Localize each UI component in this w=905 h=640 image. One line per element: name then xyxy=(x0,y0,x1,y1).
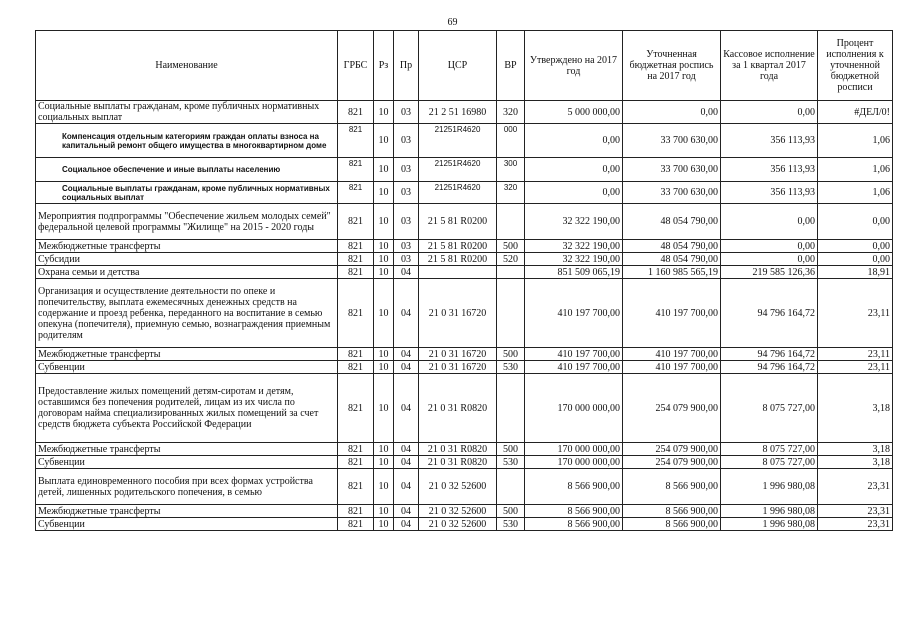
cell-cash: 356 113,93 xyxy=(721,124,818,158)
table-row xyxy=(36,361,893,374)
cell-pr: 03 xyxy=(394,182,419,204)
cell-cash: 356 113,93 xyxy=(721,158,818,182)
cell-grbs: 821 xyxy=(338,182,374,204)
cell-percent: 3,18 xyxy=(818,456,893,469)
cell-approved: 170 000 000,00 xyxy=(525,374,623,443)
cell-csr: 21 0 31 R0820 xyxy=(419,374,497,443)
cell-name: Компенсация отдельным категориям граждан оплаты взноса на капитальный ремонт общего имущества в многоквартирном доме xyxy=(36,124,338,158)
table-row xyxy=(36,158,893,182)
cell-pr: 04 xyxy=(394,518,419,531)
cell-rz: 10 xyxy=(374,469,394,505)
cell-name: Субвенции xyxy=(36,456,338,469)
cell-name: Межбюджетные трансферты xyxy=(36,443,338,456)
cell-vr xyxy=(497,266,525,279)
cell-pr: 03 xyxy=(394,253,419,266)
cell-grbs: 821 xyxy=(338,469,374,505)
cell-rz: 10 xyxy=(374,279,394,348)
cell-grbs: 821 xyxy=(338,518,374,531)
cell-csr: 21 5 81 R0200 xyxy=(419,204,497,240)
cell-grbs: 821 xyxy=(338,443,374,456)
table-row xyxy=(36,253,893,266)
cell-cash: 1 996 980,08 xyxy=(721,469,818,505)
header-percent: Процент исполнения к уточненной бюджетной росписи xyxy=(818,31,893,101)
cell-grbs: 821 xyxy=(338,505,374,518)
cell-rz: 10 xyxy=(374,443,394,456)
cell-refined: 33 700 630,00 xyxy=(623,158,721,182)
cell-csr: 21251R4620 xyxy=(419,182,497,204)
cell-csr: 21 0 32 52600 xyxy=(419,518,497,531)
table-row xyxy=(36,456,893,469)
cell-grbs: 821 xyxy=(338,279,374,348)
cell-rz: 10 xyxy=(374,240,394,253)
cell-csr: 21 0 32 52600 xyxy=(419,469,497,505)
cell-csr: 21251R4620 xyxy=(419,124,497,158)
cell-pr: 04 xyxy=(394,266,419,279)
cell-pr: 04 xyxy=(394,361,419,374)
cell-csr: 21 0 32 52600 xyxy=(419,505,497,518)
budget-execution-table xyxy=(35,30,893,531)
cell-rz: 10 xyxy=(374,266,394,279)
cell-percent: 3,18 xyxy=(818,443,893,456)
cell-approved: 170 000 000,00 xyxy=(525,443,623,456)
cell-vr: 300 xyxy=(497,158,525,182)
cell-csr xyxy=(419,266,497,279)
cell-grbs: 821 xyxy=(338,158,374,182)
cell-cash: 0,00 xyxy=(721,240,818,253)
table-row xyxy=(36,204,893,240)
cell-name: Социальное обеспечение и иные выплаты населению xyxy=(36,158,338,182)
cell-approved: 851 509 065,19 xyxy=(525,266,623,279)
cell-cash: 8 075 727,00 xyxy=(721,456,818,469)
cell-vr: 000 xyxy=(497,124,525,158)
cell-percent: 0,00 xyxy=(818,253,893,266)
cell-approved: 0,00 xyxy=(525,182,623,204)
cell-rz: 10 xyxy=(374,505,394,518)
table-row xyxy=(36,374,893,443)
cell-cash: 94 796 164,72 xyxy=(721,348,818,361)
cell-cash: 219 585 126,36 xyxy=(721,266,818,279)
header-refined: Уточненная бюджетная роспись на 2017 год xyxy=(623,31,721,101)
cell-cash: 0,00 xyxy=(721,101,818,124)
cell-vr: 530 xyxy=(497,456,525,469)
table-header-row xyxy=(36,31,893,101)
table-row xyxy=(36,518,893,531)
cell-percent: 23,31 xyxy=(818,518,893,531)
cell-name: Выплата единовременного пособия при всех формах устройства детей, лишенных родительского попечения, в семью xyxy=(36,469,338,505)
cell-name: Субвенции xyxy=(36,361,338,374)
cell-percent: #ДЕЛ/0! xyxy=(818,101,893,124)
cell-approved: 410 197 700,00 xyxy=(525,279,623,348)
cell-grbs: 821 xyxy=(338,361,374,374)
cell-refined: 254 079 900,00 xyxy=(623,456,721,469)
table-row xyxy=(36,240,893,253)
cell-vr: 520 xyxy=(497,253,525,266)
cell-grbs: 821 xyxy=(338,124,374,158)
cell-pr: 04 xyxy=(394,469,419,505)
cell-name: Социальные выплаты гражданам, кроме публичных нормативных социальных выплат xyxy=(36,101,338,124)
cell-csr: 21 2 51 16980 xyxy=(419,101,497,124)
cell-percent: 3,18 xyxy=(818,374,893,443)
cell-csr: 21 0 31 R0820 xyxy=(419,456,497,469)
cell-vr xyxy=(497,469,525,505)
cell-csr: 21 0 31 16720 xyxy=(419,279,497,348)
table-row xyxy=(36,101,893,124)
cell-refined: 410 197 700,00 xyxy=(623,279,721,348)
table-row xyxy=(36,505,893,518)
cell-refined: 48 054 790,00 xyxy=(623,204,721,240)
cell-cash: 94 796 164,72 xyxy=(721,279,818,348)
cell-name: Межбюджетные трансферты xyxy=(36,505,338,518)
cell-rz: 10 xyxy=(374,101,394,124)
cell-percent: 0,00 xyxy=(818,204,893,240)
cell-approved: 32 322 190,00 xyxy=(525,253,623,266)
cell-name: Предоставление жилых помещений детям-сиротам и детям, оставшимся без попечения родителей, лицам из их числа по договорам найма специализированных жилых помещений за счет средств бюджета субъекта Российской Федерации xyxy=(36,374,338,443)
cell-name: Мероприятия подпрограммы "Обеспечение жильем молодых семей" федеральной целевой программы "Жилище" на 2015 - 2020 годы xyxy=(36,204,338,240)
cell-pr: 04 xyxy=(394,456,419,469)
cell-rz: 10 xyxy=(374,204,394,240)
cell-rz: 10 xyxy=(374,348,394,361)
header-pr: Пр xyxy=(394,31,419,101)
cell-refined: 48 054 790,00 xyxy=(623,240,721,253)
cell-grbs: 821 xyxy=(338,348,374,361)
cell-approved: 8 566 900,00 xyxy=(525,505,623,518)
cell-refined: 410 197 700,00 xyxy=(623,361,721,374)
cell-vr: 530 xyxy=(497,361,525,374)
cell-approved: 8 566 900,00 xyxy=(525,518,623,531)
cell-grbs: 821 xyxy=(338,204,374,240)
cell-grbs: 821 xyxy=(338,253,374,266)
table-row xyxy=(36,279,893,348)
cell-csr: 21 0 31 16720 xyxy=(419,361,497,374)
cell-rz: 10 xyxy=(374,361,394,374)
cell-name: Субсидии xyxy=(36,253,338,266)
cell-cash: 8 075 727,00 xyxy=(721,374,818,443)
cell-vr: 530 xyxy=(497,518,525,531)
cell-vr xyxy=(497,279,525,348)
header-approved: Утверждено на 2017 год xyxy=(525,31,623,101)
cell-percent: 0,00 xyxy=(818,240,893,253)
cell-name: Межбюджетные трансферты xyxy=(36,240,338,253)
cell-pr: 03 xyxy=(394,158,419,182)
cell-approved: 0,00 xyxy=(525,158,623,182)
cell-percent: 1,06 xyxy=(818,182,893,204)
cell-cash: 94 796 164,72 xyxy=(721,361,818,374)
cell-cash: 8 075 727,00 xyxy=(721,443,818,456)
table-row xyxy=(36,266,893,279)
cell-rz: 10 xyxy=(374,518,394,531)
cell-csr: 21 5 81 R0200 xyxy=(419,240,497,253)
cell-csr: 21 0 31 R0820 xyxy=(419,443,497,456)
cell-approved: 8 566 900,00 xyxy=(525,469,623,505)
table-row xyxy=(36,182,893,204)
cell-vr: 320 xyxy=(497,101,525,124)
cell-rz: 10 xyxy=(374,374,394,443)
cell-name: Субвенции xyxy=(36,518,338,531)
cell-pr: 04 xyxy=(394,374,419,443)
cell-refined: 0,00 xyxy=(623,101,721,124)
cell-csr: 21 0 31 16720 xyxy=(419,348,497,361)
cell-cash: 0,00 xyxy=(721,253,818,266)
cell-pr: 03 xyxy=(394,124,419,158)
cell-percent: 18,91 xyxy=(818,266,893,279)
cell-cash: 1 996 980,08 xyxy=(721,505,818,518)
cell-rz: 10 xyxy=(374,124,394,158)
cell-rz: 10 xyxy=(374,456,394,469)
cell-refined: 33 700 630,00 xyxy=(623,182,721,204)
cell-pr: 04 xyxy=(394,443,419,456)
cell-cash: 356 113,93 xyxy=(721,182,818,204)
cell-percent: 1,06 xyxy=(818,124,893,158)
cell-rz: 10 xyxy=(374,253,394,266)
cell-approved: 170 000 000,00 xyxy=(525,456,623,469)
cell-approved: 32 322 190,00 xyxy=(525,204,623,240)
cell-vr: 500 xyxy=(497,348,525,361)
cell-percent: 23,31 xyxy=(818,505,893,518)
cell-csr: 21251R4620 xyxy=(419,158,497,182)
header-name: Наименование xyxy=(36,31,338,101)
cell-vr xyxy=(497,204,525,240)
table-row xyxy=(36,348,893,361)
cell-pr: 04 xyxy=(394,505,419,518)
cell-refined: 1 160 985 565,19 xyxy=(623,266,721,279)
cell-approved: 32 322 190,00 xyxy=(525,240,623,253)
cell-refined: 33 700 630,00 xyxy=(623,124,721,158)
cell-approved: 0,00 xyxy=(525,124,623,158)
cell-grbs: 821 xyxy=(338,374,374,443)
cell-refined: 8 566 900,00 xyxy=(623,518,721,531)
cell-percent: 1,06 xyxy=(818,158,893,182)
cell-name: Организация и осуществление деятельности по опеке и попечительству, выплата ежемесячных денежных средств на содержание и проезд ребенка, переданного на воспитание в семью опекуна (попечителя), приемную семью, вознаграждения приемным родителям xyxy=(36,279,338,348)
cell-approved: 410 197 700,00 xyxy=(525,361,623,374)
cell-pr: 04 xyxy=(394,279,419,348)
cell-percent: 23,11 xyxy=(818,348,893,361)
header-grbs: ГРБС xyxy=(338,31,374,101)
cell-name: Межбюджетные трансферты xyxy=(36,348,338,361)
cell-percent: 23,31 xyxy=(818,469,893,505)
cell-refined: 8 566 900,00 xyxy=(623,505,721,518)
cell-approved: 410 197 700,00 xyxy=(525,348,623,361)
cell-pr: 03 xyxy=(394,101,419,124)
cell-csr: 21 5 81 R0200 xyxy=(419,253,497,266)
table-row xyxy=(36,469,893,505)
cell-pr: 04 xyxy=(394,348,419,361)
header-vr: ВР xyxy=(497,31,525,101)
cell-vr xyxy=(497,374,525,443)
cell-vr: 500 xyxy=(497,505,525,518)
cell-cash: 1 996 980,08 xyxy=(721,518,818,531)
cell-rz: 10 xyxy=(374,182,394,204)
cell-refined: 254 079 900,00 xyxy=(623,374,721,443)
cell-refined: 8 566 900,00 xyxy=(623,469,721,505)
header-rz: Рз xyxy=(374,31,394,101)
cell-pr: 03 xyxy=(394,240,419,253)
cell-percent: 23,11 xyxy=(818,361,893,374)
cell-name: Охрана семьи и детства xyxy=(36,266,338,279)
cell-grbs: 821 xyxy=(338,240,374,253)
table-row xyxy=(36,124,893,158)
cell-vr: 320 xyxy=(497,182,525,204)
cell-grbs: 821 xyxy=(338,456,374,469)
header-csr: ЦСР xyxy=(419,31,497,101)
cell-refined: 48 054 790,00 xyxy=(623,253,721,266)
header-cash: Кассовое исполнение за 1 квартал 2017 года xyxy=(721,31,818,101)
page-number: 69 xyxy=(447,17,458,28)
cell-refined: 254 079 900,00 xyxy=(623,443,721,456)
cell-name: Социальные выплаты гражданам, кроме публичных нормативных социальных выплат xyxy=(36,182,338,204)
cell-grbs: 821 xyxy=(338,101,374,124)
cell-refined: 410 197 700,00 xyxy=(623,348,721,361)
cell-rz: 10 xyxy=(374,158,394,182)
cell-pr: 03 xyxy=(394,204,419,240)
cell-vr: 500 xyxy=(497,443,525,456)
cell-vr: 500 xyxy=(497,240,525,253)
cell-percent: 23,11 xyxy=(818,279,893,348)
cell-approved: 5 000 000,00 xyxy=(525,101,623,124)
cell-grbs: 821 xyxy=(338,266,374,279)
table-row xyxy=(36,443,893,456)
cell-cash: 0,00 xyxy=(721,204,818,240)
